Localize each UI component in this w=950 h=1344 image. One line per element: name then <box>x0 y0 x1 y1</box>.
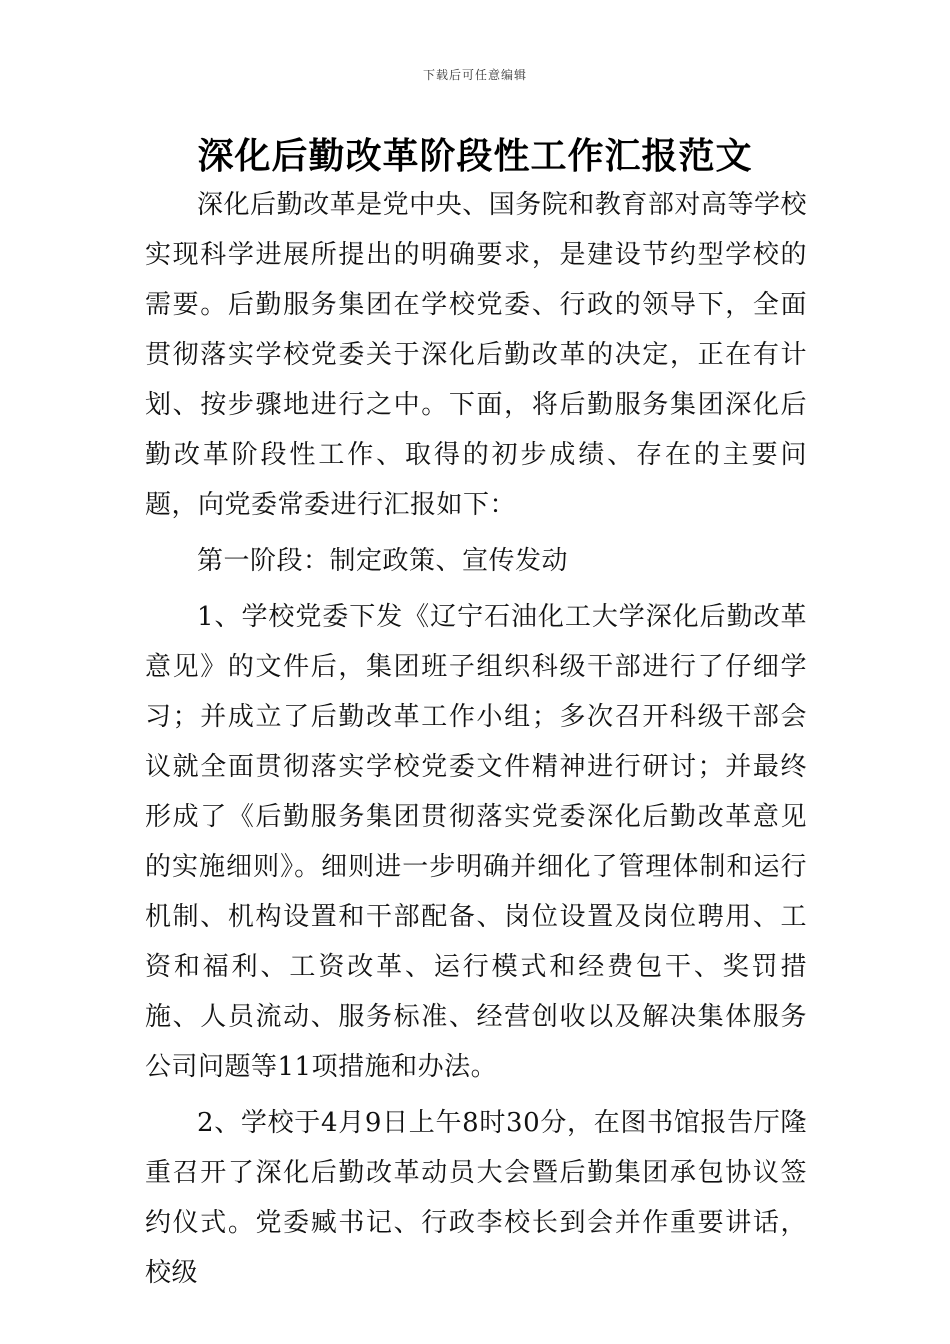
document-body <box>145 180 807 1298</box>
document-title: 深化后勤改革阶段性工作汇报范文 <box>197 135 753 177</box>
body-paragraph: 2、学校于4月9日上午8时30分，在图书馆报告厅隆重召开了深化后勤改革动员大会暨后勤集团承包协议签约仪式。党委臧书记、行政李校长到会并作重要讲话，校级 <box>145 1108 807 1288</box>
body-paragraph: 深化后勤改革是党中央、国务院和教育部对高等学校实现科学进展所提出的明确要求，是建设节约型学校的需要。后勤服务集团在学校党委、行政的领导下，全面贯彻落实学校党委关于深化后勤改革的决定，正在有计划、按步骤地进行之中。下面，将后勤服务集团深化后勤改革阶段性工作、取得的初步成绩、存在的主要问题，向党委常委进行汇报如下： <box>145 190 807 520</box>
body-paragraph: 1、学校党委下发《辽宁石油化工大学深化后勤改革意见》的文件后，集团班子组织科级干部进行了仔细学习；并成立了后勤改革工作小组；多次召开科级干部会议就全面贯彻落实学校党委文件精神进行研讨；并最终形成了《后勤服务集团贯彻落实党委深化后勤改革意见的实施细则》。细则进一步明确并细化了管理体制和运行机制、机构设置和干部配备、岗位设置及岗位聘用、工资和福利、工资改革、运行模式和经费包干、奖罚措施、人员流动、服务标准、经营创收以及解决集体服务公司问题等11项措施和办法。 <box>145 602 807 1082</box>
header-note: 下载后可任意编辑 <box>422 68 527 82</box>
section-heading: 第一阶段：制定政策、宣传发动 <box>197 546 569 576</box>
